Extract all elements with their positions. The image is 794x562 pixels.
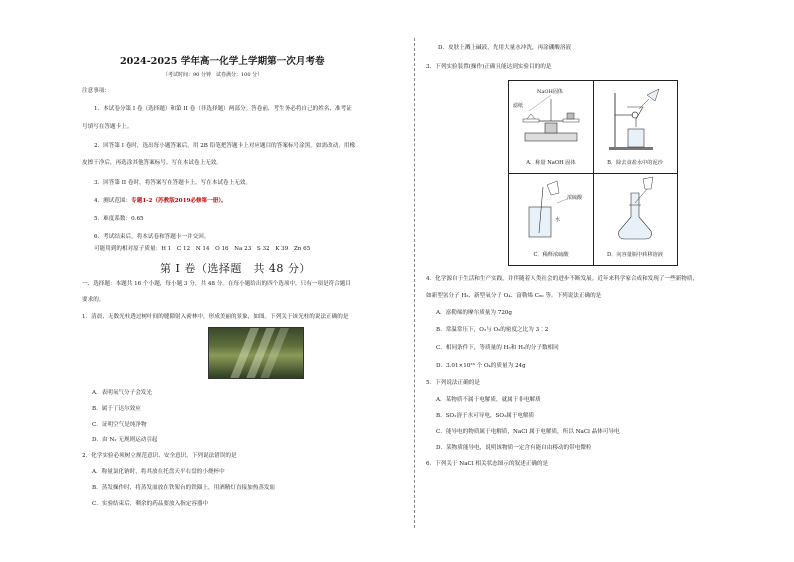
q2-option-c: C．实验结束后，剩余的药品要放入指定容器中 xyxy=(92,501,209,507)
q4-option-d: D．3.01×10²³ 个 O₄的质量为 24g xyxy=(436,363,526,369)
note-3: 3．回答第 II 卷时，将答案写在答题卡上。写在本试卷上无效。 xyxy=(94,180,251,186)
notes-heading: 注意事项： xyxy=(82,88,110,94)
label-naoh-solid: NaOH固体 xyxy=(537,89,563,95)
q4-option-b: B．常温常压下，O₂与 O₃的密度之比为 3∶2 xyxy=(436,327,549,333)
note-4-label: 4．测试范围： xyxy=(94,198,132,204)
label-water: 水 xyxy=(555,217,561,223)
note-1a: 1．本试卷分第 I 卷（选择题）和第 II 卷（非选择题）两部分。答卷前，考生务必将自己的姓名、准考证 xyxy=(94,106,352,112)
q4-option-a: A．富勒烯的摩尔质量为 720g xyxy=(436,310,513,316)
q3-figure-a xyxy=(509,81,593,173)
section-instr-b: 要求的。 xyxy=(82,297,105,303)
q2-option-d: D．皮肤上溅上碱液，先用大量水冲洗，再涂硼酸溶液 xyxy=(438,45,572,51)
q1-option-a: A．表明氧气分子会发光 xyxy=(92,390,152,396)
q1-option-b: B．属于丁达尔效应 xyxy=(92,406,141,412)
atomic-masses: 可能用到的相对原子质量：H 1 C 12 N 14 O 16 Na 23 S 32 K 39 Zn 65 xyxy=(94,246,311,252)
forest-light-photo xyxy=(208,327,304,379)
q3-caption-d: D．向容量瓶中转移溶液 xyxy=(606,252,664,258)
q3-figure-c xyxy=(509,173,593,265)
column-divider xyxy=(414,38,415,528)
q2-option-b: B．蒸发操作时，将蒸发皿放在铁架台的铁圈上，用酒精灯直接加热蒸发皿 xyxy=(92,485,276,491)
note-4 xyxy=(94,198,227,205)
section-instr-a: 一、选择题：本题共 16 个小题，每小题 3 分，共 48 分。在每小题给出的四个选项中，只有一项是符合题目 xyxy=(82,281,351,287)
q3-caption-a: A．称量 NaOH 固体 xyxy=(526,160,576,166)
dilution-diagram xyxy=(509,173,593,251)
q3-stem: 3．下列实验装置(操作)正确且能达到实验目的的是 xyxy=(426,64,552,70)
note-2b: 皮擦干净后，再选涂其他答案标号。写在本试卷上无效。 xyxy=(82,160,222,166)
q3-figure-d xyxy=(593,173,677,265)
q4-option-c: C．相同条件下，等质量的 H₃和 H₂的分子数相同 xyxy=(436,345,559,351)
note-5: 5．难度系数：0.65 xyxy=(94,216,144,222)
note-2a: 2．回答第 I 卷时，选出每小题答案后，用 2B 铅笔把答题卡上对应题目的答案标号涂黑。如需改动，用橡 xyxy=(94,143,356,149)
exam-subtitle: （考试时间：90 分钟 试卷满分：100 分） xyxy=(163,72,263,78)
q3-caption-b: B．除去食盐水中的泥沙 xyxy=(607,160,663,166)
q6-stem: 6．下列关于 NaCl 相关状态图示的叙述正确的是 xyxy=(426,461,549,467)
exam-title: 2024-2025 学年高一化学上学期第一次月考卷 xyxy=(120,56,325,67)
q3-figure-b xyxy=(593,81,677,173)
q2-stem: 2．化学实验必须树立规范意识、安全意识。下列说法错误的是 xyxy=(82,453,237,459)
q3-figure-grid xyxy=(508,80,678,266)
q5-option-b: B．SO₂溶于水可导电，SO₂属于电解质 xyxy=(436,413,535,419)
q3-caption-c: C．稀释浓硫酸 xyxy=(533,252,569,258)
volumetric-flask-diagram xyxy=(593,173,677,251)
note-1b: 号填写在答题卡上。 xyxy=(82,124,133,130)
label-conc-acid: 浓硫酸 xyxy=(567,195,583,201)
q5-option-c: C．能导电的物质属于电解质，NaCl 属于电解质，所以 NaCl 晶体可导电 xyxy=(436,429,620,435)
q5-stem: 5．下列说法正确的是 xyxy=(426,380,480,386)
q2-option-a: A．称量氯化钠时，将其放在托盘天平右盘的小烧杯中 xyxy=(92,469,225,475)
test-scope: 专题1-2（苏教版2019必修第一册）。 xyxy=(131,198,227,204)
q1-stem: 1．清晨，无数光柱透过树叶间的缝隙射入密林中，形成美丽的景象，如图。下列关于该光柱的说法正确的是 xyxy=(82,314,349,320)
note-6: 6．考试结束后，将本试卷和答题卡一并交回。 xyxy=(94,234,210,240)
section-title: 第 I 卷（选择题 共 48 分） xyxy=(160,262,311,275)
label-filter-paper: 滤纸 xyxy=(513,103,524,109)
q5-option-a: A．某物质不属于电解质，就属于非电解质 xyxy=(436,397,541,403)
q5-option-d: D．某物质能导电，说明该物质一定含有能自由移动的带电微粒 xyxy=(436,445,592,451)
q4-stem-b: 如新型氢分子 H₃、新型氧分子 O₄、富勒烯 C₆₀ 等。下列说法正确的是 xyxy=(426,293,602,299)
filtration-diagram xyxy=(593,81,677,159)
q1-option-d: D．由 N₂ 无规则运动引起 xyxy=(92,437,158,443)
q1-option-c: C．证明空气是纯净物 xyxy=(92,422,147,428)
q4-stem-a: 4．化学源自于生活和生产实践，并伴随着人类社会的进步不断发展。近年来科学家合成和发现了一些新物质， xyxy=(426,276,699,282)
